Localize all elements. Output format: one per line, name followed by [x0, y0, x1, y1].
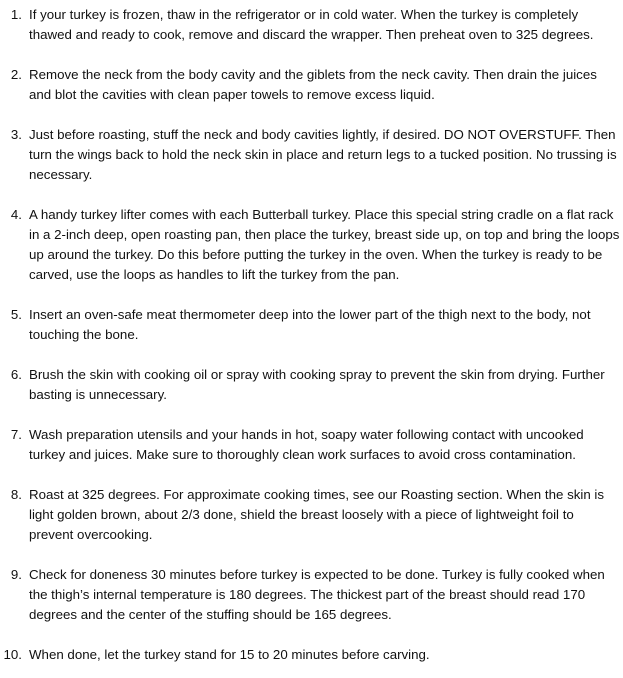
- step-number: 9.: [10, 567, 22, 582]
- step-number: 8.: [10, 487, 22, 502]
- step-text: A handy turkey lifter comes with each Butterball turkey. Place this special string cradle on a flat rack in a 2-inch deep, open roasting pan, then place the turkey, breast side up, on top and bring the loops up around the turkey. Do this before putting the turkey in the oven. When the turkey is ready to be carved, use the loops as handles to lift the turkey from the pan.: [29, 207, 620, 282]
- step-number: 2.: [10, 67, 22, 82]
- step-text: Check for doneness 30 minutes before turkey is expected to be done. Turkey is fully cooked when the thigh’s internal temperature is 180 degrees. The thickest part of the breast should read 170 degrees and the center of the stuffing should be 165 degrees.: [29, 567, 605, 622]
- step-9: [0, 565, 623, 625]
- step-10: [0, 645, 623, 665]
- step-number: 6.: [10, 367, 22, 382]
- step-number: 7.: [10, 427, 22, 442]
- step-text: If your turkey is frozen, thaw in the refrigerator or in cold water. When the turkey is completely thawed and ready to cook, remove and discard the wrapper. Then preheat oven to 325 degrees.: [29, 7, 594, 42]
- step-number: 5.: [10, 307, 22, 322]
- step-text: When done, let the turkey stand for 15 to 20 minutes before carving.: [29, 647, 430, 662]
- step-text: Wash preparation utensils and your hands in hot, soapy water following contact with uncooked turkey and juices. Make sure to thoroughly clean work surfaces to avoid cross contamination.: [29, 427, 584, 462]
- step-text: Insert an oven-safe meat thermometer deep into the lower part of the thigh next to the body, not touching the bone.: [29, 307, 591, 342]
- step-4: [0, 205, 623, 285]
- step-number: 1.: [10, 7, 22, 22]
- step-6: [0, 365, 623, 405]
- step-number: 10.: [3, 647, 22, 662]
- step-2: [0, 65, 623, 105]
- step-text: Remove the neck from the body cavity and the giblets from the neck cavity. Then drain the juices and blot the cavities with clean paper towels to remove excess liquid.: [29, 67, 597, 102]
- step-number: 3.: [10, 127, 22, 142]
- step-text: Roast at 325 degrees. For approximate cooking times, see our Roasting section. When the skin is light golden brown, about 2/3 done, shield the breast loosely with a piece of lightweight foil to prevent overcooking.: [29, 487, 605, 542]
- step-8: [0, 485, 623, 545]
- step-number: 4.: [10, 207, 22, 222]
- step-text: Just before roasting, stuff the neck and body cavities lightly, if desired. DO NOT OVERSTUFF. Then turn the wings back to hold the neck skin in place and return legs to a tucked position. No trussing is necessary.: [29, 127, 617, 182]
- step-5: [0, 305, 623, 345]
- step-text: Brush the skin with cooking oil or spray with cooking spray to prevent the skin from drying. Further basting is unnecessary.: [29, 367, 605, 402]
- step-1: [0, 0, 623, 45]
- step-7: [0, 425, 623, 465]
- step-3: [0, 125, 623, 185]
